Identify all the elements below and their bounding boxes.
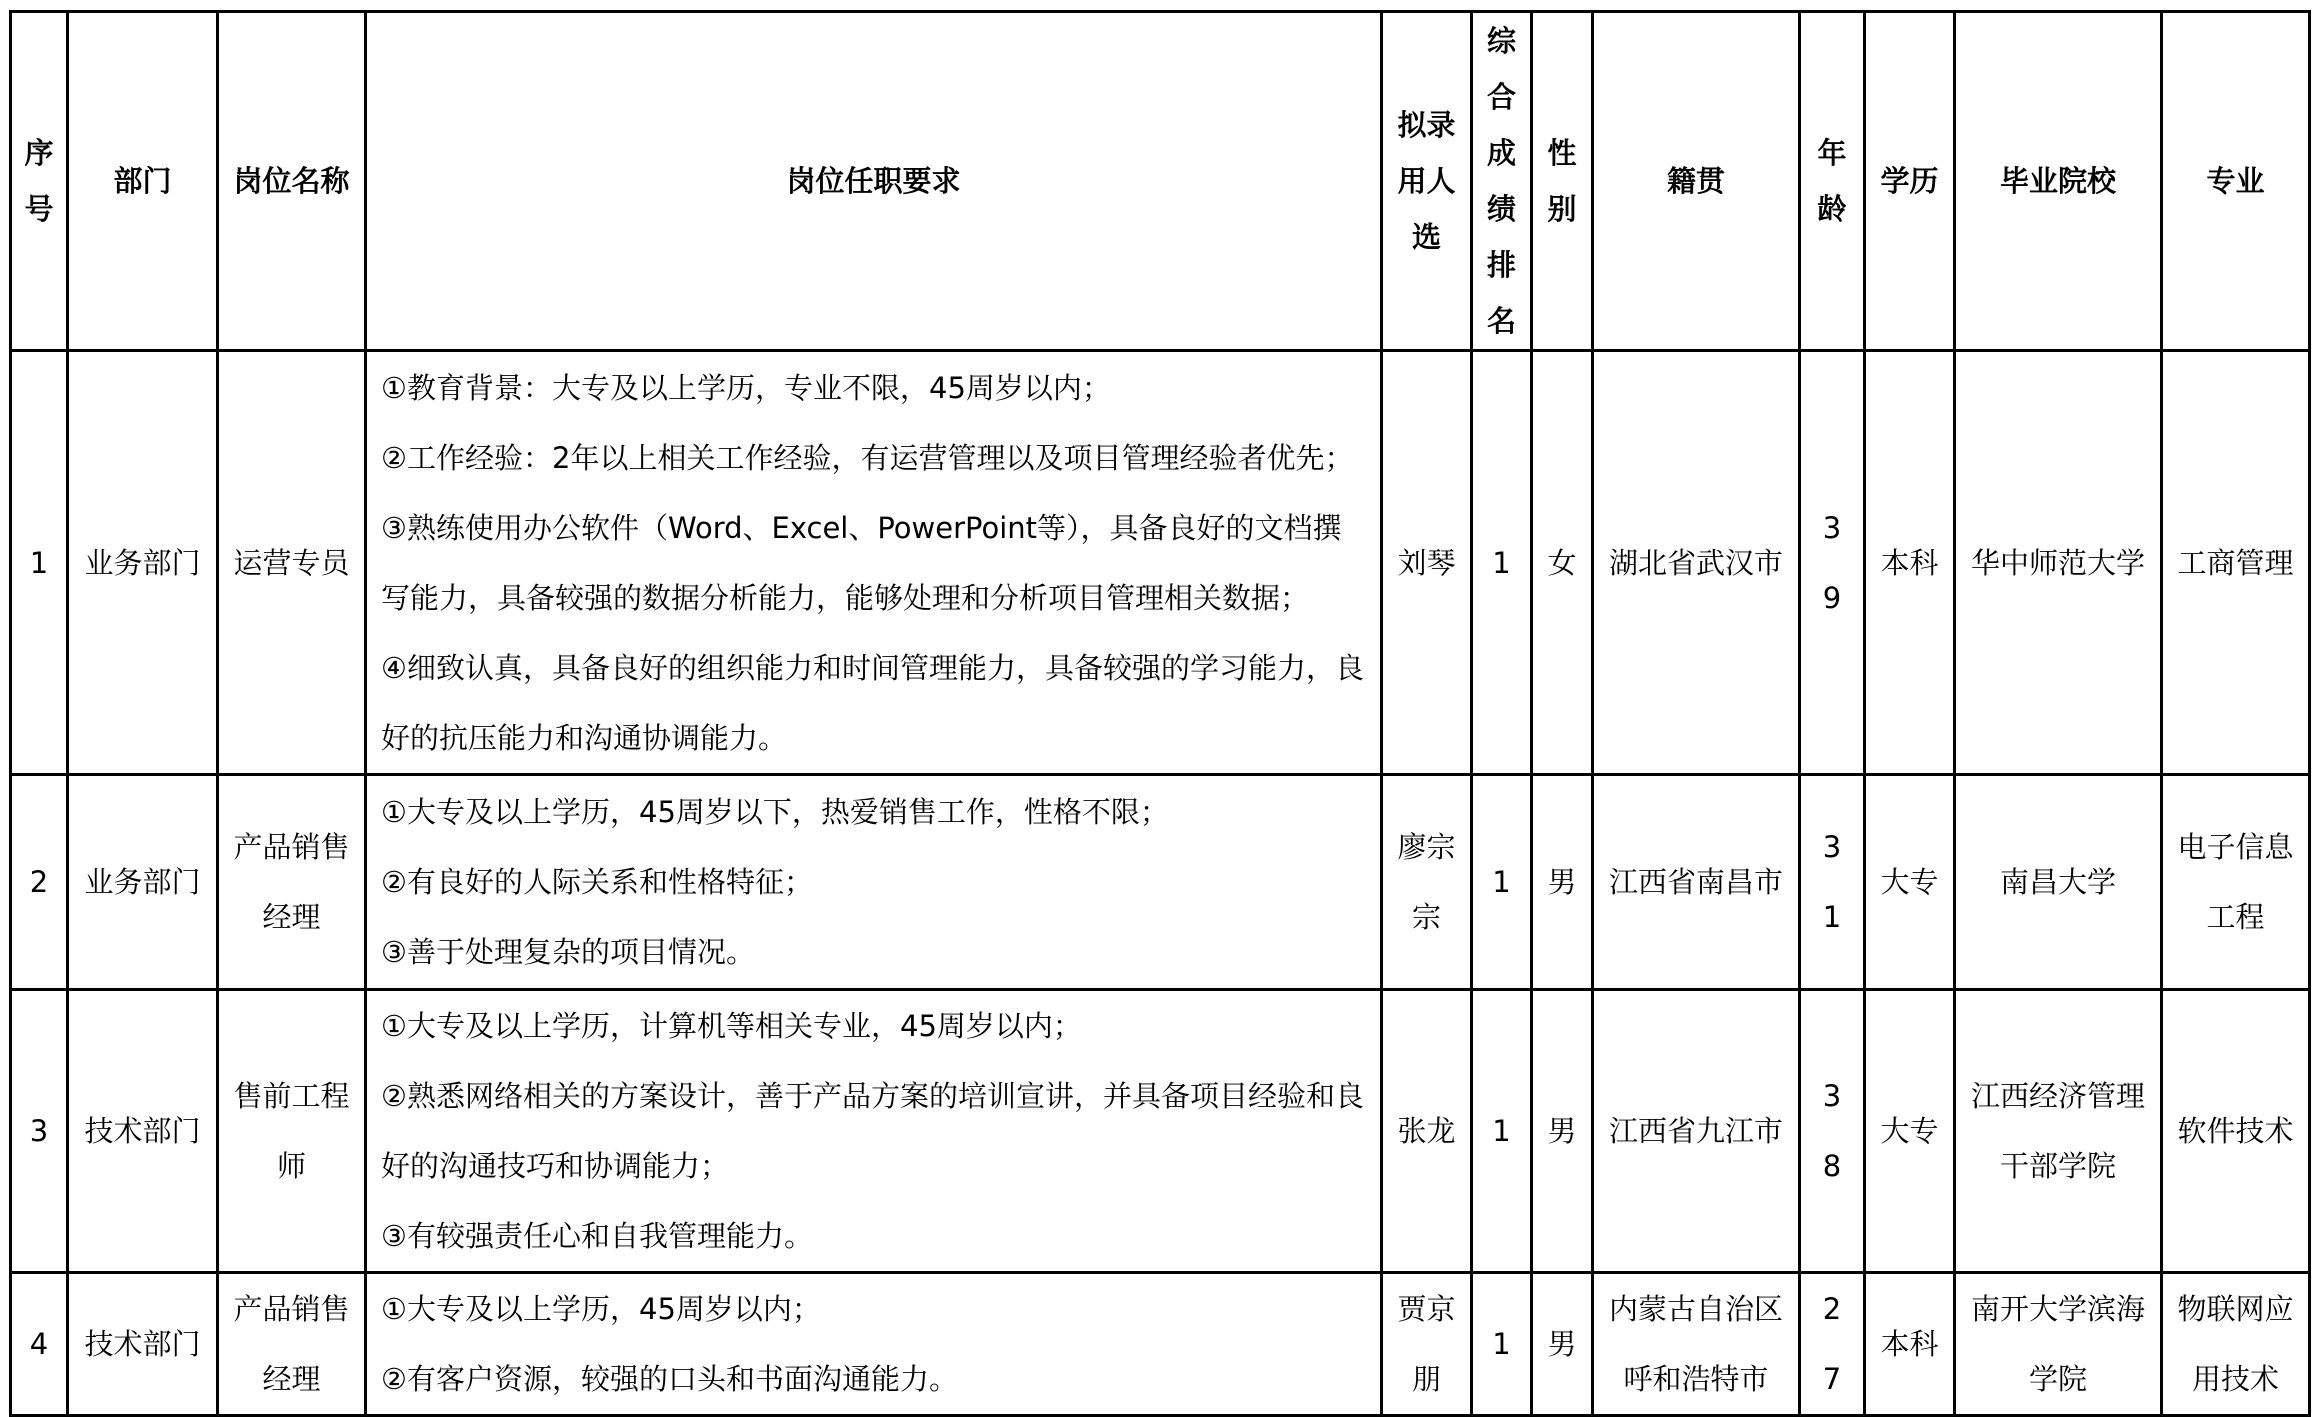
table-row <box>11 351 2310 775</box>
requirement-line: ②有良好的人际关系和性格特征； <box>381 865 813 899</box>
cell-age: 39 <box>1800 351 1865 775</box>
cell-candidate: 张龙 <box>1382 990 1472 1273</box>
requirement-line: ①大专及以上学历，45周岁以内； <box>381 1292 821 1326</box>
header-age: 年龄 <box>1800 12 1865 351</box>
cell-rank: 1 <box>1472 351 1532 775</box>
cell-rank: 1 <box>1472 775 1532 990</box>
header-origin: 籍贯 <box>1593 12 1800 351</box>
cell-dept: 技术部门 <box>68 1273 218 1416</box>
cell-dept: 技术部门 <box>68 990 218 1273</box>
requirement-line: ②熟悉网络相关的方案设计，善于产品方案的培训宣讲，并具备项目经验和良好的沟通技巧和协调能力； <box>381 1079 1364 1183</box>
table-row <box>11 1273 2310 1416</box>
cell-rank: 1 <box>1472 1273 1532 1416</box>
cell-origin: 湖北省武汉市 <box>1593 351 1800 775</box>
requirement-line: ③熟练使用办公软件（Word、Excel、PowerPoint等），具备良好的文档撰写能力，具备较强的数据分析能力，能够处理和分析项目管理相关数据； <box>381 510 1342 615</box>
cell-education: 本科 <box>1865 1273 1955 1416</box>
cell-gender: 女 <box>1532 351 1593 775</box>
cell-candidate: 贾京朋 <box>1382 1273 1472 1416</box>
cell-gender: 男 <box>1532 1273 1593 1416</box>
header-gender: 性别 <box>1532 12 1593 351</box>
cell-major: 工商管理 <box>2162 351 2310 775</box>
header-dept: 部门 <box>68 12 218 351</box>
header-education: 学历 <box>1865 12 1955 351</box>
cell-major: 软件技术 <box>2162 990 2310 1273</box>
cell-requirements <box>366 351 1382 775</box>
header-candidate: 拟录用人选 <box>1382 12 1472 351</box>
header-seq: 序号 <box>11 12 68 351</box>
cell-school: 南昌大学 <box>1955 775 2162 990</box>
cell-origin: 江西省南昌市 <box>1593 775 1800 990</box>
cell-major: 物联网应用技术 <box>2162 1273 2310 1416</box>
header-school: 毕业院校 <box>1955 12 2162 351</box>
requirement-line: ①大专及以上学历，45周岁以下，热爱销售工作，性格不限； <box>381 795 1169 829</box>
cell-age: 27 <box>1800 1273 1865 1416</box>
requirement-line: ②工作经验：2年以上相关工作经验，有运营管理以及项目管理经验者优先； <box>381 440 1354 475</box>
requirement-line: ④细致认真，具备良好的组织能力和时间管理能力，具备较强的学习能力，良好的抗压能力和沟通协调能力。 <box>381 650 1364 755</box>
table-row <box>11 990 2310 1273</box>
cell-requirements <box>366 1273 1382 1416</box>
cell-rank: 1 <box>1472 990 1532 1273</box>
table-row <box>11 775 2310 990</box>
requirement-line: ②有客户资源，较强的口头和书面沟通能力。 <box>381 1362 958 1396</box>
cell-education: 本科 <box>1865 351 1955 775</box>
cell-major: 电子信息工程 <box>2162 775 2310 990</box>
header-row <box>11 12 2310 351</box>
cell-candidate: 廖宗宗 <box>1382 775 1472 990</box>
cell-education: 大专 <box>1865 775 1955 990</box>
cell-position: 产品销售经理 <box>218 775 366 990</box>
cell-gender: 男 <box>1532 775 1593 990</box>
cell-gender: 男 <box>1532 990 1593 1273</box>
cell-seq: 4 <box>11 1273 68 1416</box>
cell-school: 南开大学滨海学院 <box>1955 1273 2162 1416</box>
cell-education: 大专 <box>1865 990 1955 1273</box>
cell-origin: 江西省九江市 <box>1593 990 1800 1273</box>
recruitment-table <box>9 10 2311 1417</box>
header-rank: 综合成绩排名 <box>1472 12 1532 351</box>
header-position: 岗位名称 <box>218 12 366 351</box>
cell-seq: 1 <box>11 351 68 775</box>
cell-dept: 业务部门 <box>68 775 218 990</box>
header-requirements: 岗位任职要求 <box>366 12 1382 351</box>
cell-seq: 3 <box>11 990 68 1273</box>
cell-position: 售前工程师 <box>218 990 366 1273</box>
cell-dept: 业务部门 <box>68 351 218 775</box>
cell-requirements <box>366 990 1382 1273</box>
requirement-line: ①教育背景：大专及以上学历，专业不限，45周岁以内； <box>381 370 1111 405</box>
cell-position: 运营专员 <box>218 351 366 775</box>
cell-age: 31 <box>1800 775 1865 990</box>
cell-position: 产品销售经理 <box>218 1273 366 1416</box>
requirement-line: ①大专及以上学历，计算机等相关专业，45周岁以内； <box>381 1009 1082 1043</box>
cell-candidate: 刘琴 <box>1382 351 1472 775</box>
cell-age: 38 <box>1800 990 1865 1273</box>
requirement-line: ③有较强责任心和自我管理能力。 <box>381 1219 813 1253</box>
cell-seq: 2 <box>11 775 68 990</box>
requirement-line: ③善于处理复杂的项目情况。 <box>381 935 755 969</box>
header-major: 专业 <box>2162 12 2310 351</box>
cell-origin: 内蒙古自治区呼和浩特市 <box>1593 1273 1800 1416</box>
cell-school: 江西经济管理干部学院 <box>1955 990 2162 1273</box>
cell-requirements <box>366 775 1382 990</box>
cell-school: 华中师范大学 <box>1955 351 2162 775</box>
